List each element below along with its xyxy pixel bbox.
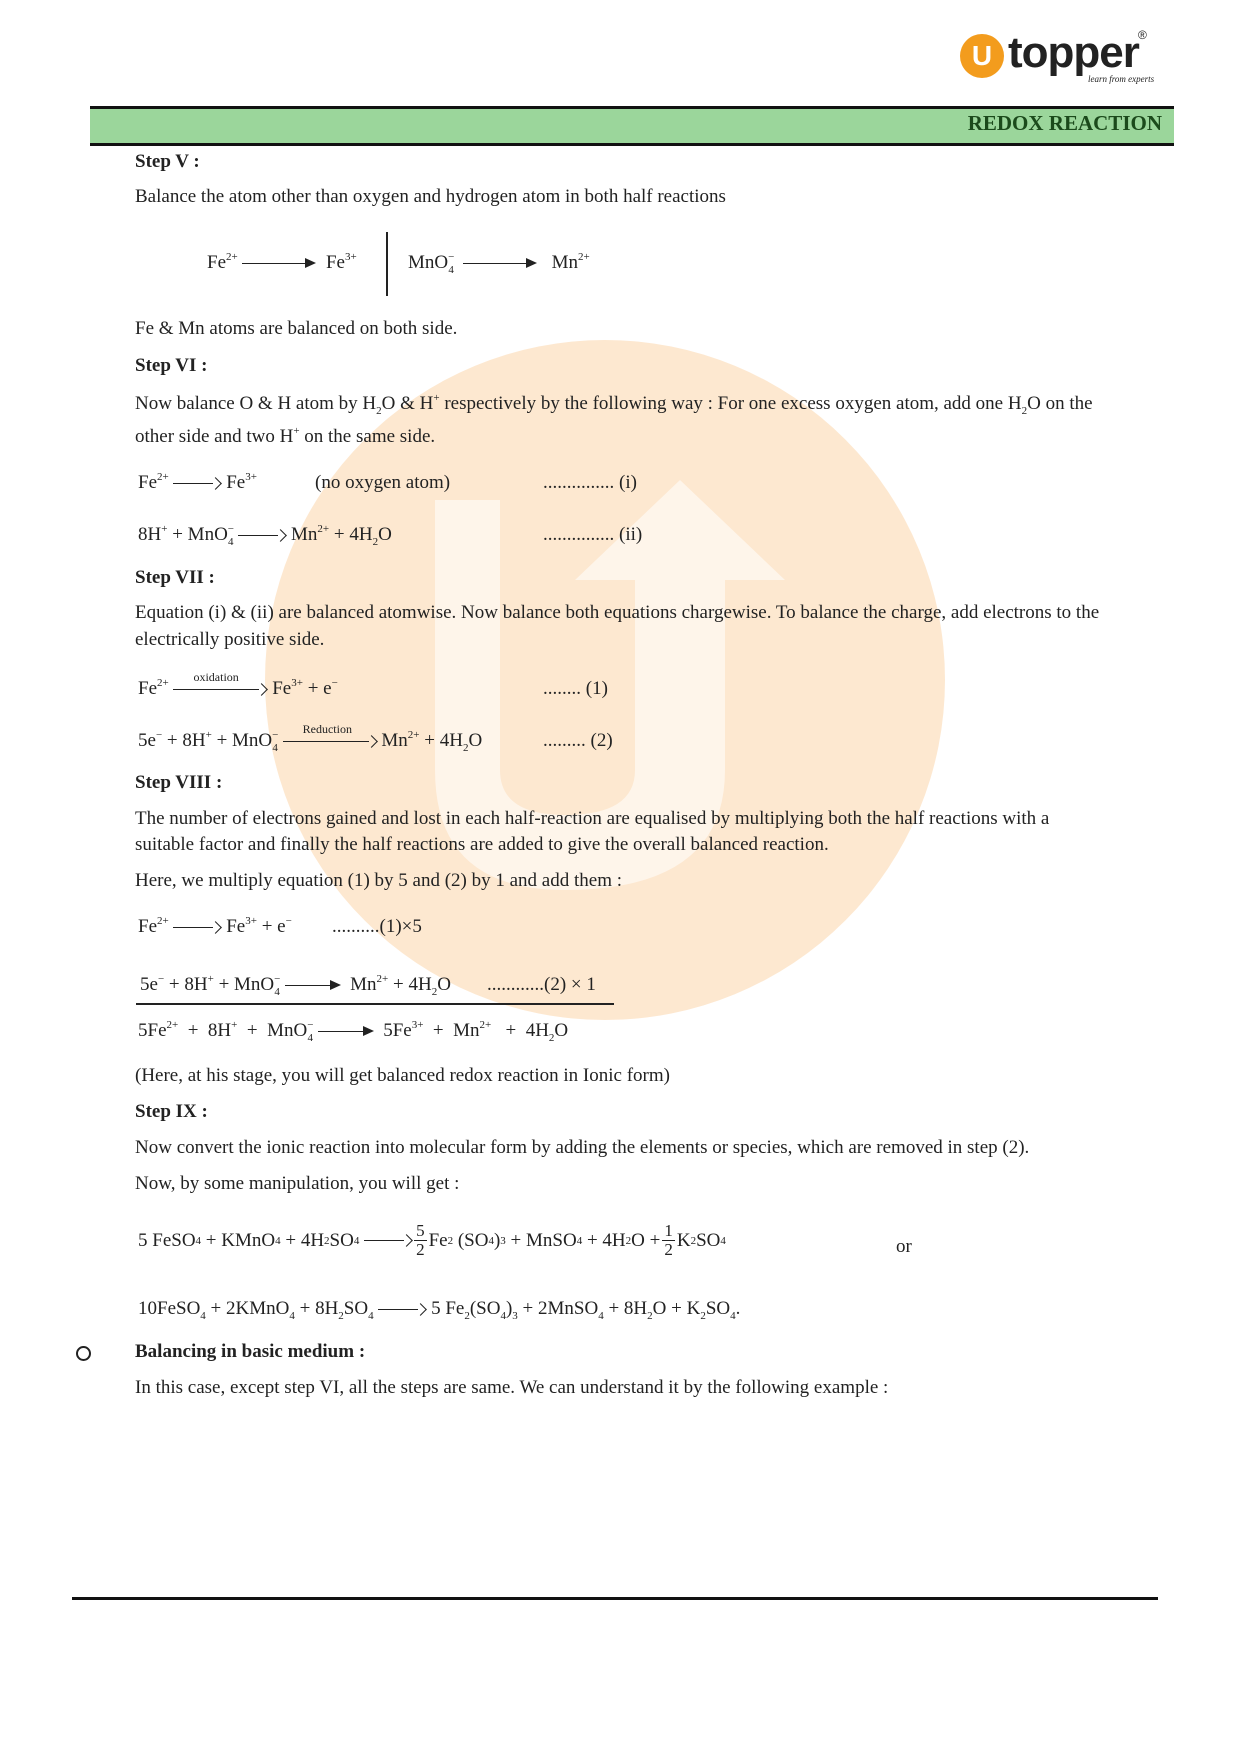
step6-eq2-ref: ............... (ii) <box>543 524 643 545</box>
step8-note: (Here, at his stage, you will get balanced redox reaction in Ionic form) <box>135 1065 670 1086</box>
oxidation-label: oxidation <box>193 669 239 684</box>
step6-eq1-note: (no oxygen atom) <box>315 472 451 493</box>
step5-title: Step V : <box>135 151 200 172</box>
sum-line <box>136 1003 614 1005</box>
step5-text: Balance the atom other than oxygen and hydrogen atom in both half reactions <box>135 186 726 207</box>
step6-eq1-ref: ............... (i) <box>543 472 637 493</box>
step8-line1: The number of electrons gained and lost in each half-reaction are equalised by multiplying both the half reactions with a <box>135 808 1050 829</box>
brand-logo <box>958 28 1158 90</box>
step7-eq1-ref: ........ (1) <box>543 678 608 699</box>
basic-title: Balancing in basic medium : <box>135 1341 366 1362</box>
header-title: REDOX REACTION <box>967 111 1162 135</box>
footer-rule <box>72 1597 1158 1600</box>
step7-eq2-ref: ......... (2) <box>543 730 613 751</box>
logo-wordmark: topper <box>1008 28 1139 77</box>
basic-text: In this case, except step VI, all the steps are same. We can understand it by the following example : <box>135 1377 889 1398</box>
step6-line2: other side and two H+ on the same side. <box>135 425 436 447</box>
step7-title: Step VII : <box>135 567 215 588</box>
step9-title: Step IX : <box>135 1101 208 1122</box>
step8-eq1: $Fe^{2+}$ $Fe^{3+} + e^-$ <box>138 915 292 937</box>
step9-eq1: 5 FeSO 4 + KMnO 4 + 4H 2 SO 4 $\frac{5}{2}$ Fe 2 (SO 4 ) 3 + MnSO 4 + 4H 2 O + $\frac{1}{2}$ K 2 SO 4 <box>138 1221 726 1259</box>
bullet-circle-icon <box>76 1346 91 1361</box>
step8-eq2: 5e− + 8H+ + MnO−$_4$ $Mn^{2+} + 4H_2O$ <box>140 973 451 998</box>
step8-eq-sum: $5Fe^{2+} + 8H^+ + MnO^-_4$ $5Fe^{3+} + Mn^{2+} + 4H_2O$ <box>138 1019 569 1044</box>
step7-eq2: 5e− + 8H+ + MnO−$_4$ Reduction $Mn^{2+} + 4H_2O$ <box>138 721 483 754</box>
step6-title: Step VI : <box>135 355 208 376</box>
step6-line1: Now balance O & H atom by $H_2O$ & H+ respectively by the following way : For one excess oxygen atom, add one $H_2O$ on the <box>135 392 1093 417</box>
step5-note: Fe & Mn atoms are balanced on both side. <box>135 318 458 339</box>
step8-eq1-ref: ..........(1)×5 <box>332 916 422 937</box>
logo-registered: ® <box>1138 28 1147 42</box>
step9-line2: Now, by some manipulation, you will get : <box>135 1173 460 1194</box>
or-label: or <box>896 1236 912 1257</box>
step7-line2: electrically positive side. <box>135 629 325 650</box>
step7-line1: Equation (i) & (ii) are balanced atomwise. Now balance both equations chargewise. To balance the charge, add electrons to the <box>135 602 1100 623</box>
step9-line1: Now convert the ionic reaction into molecular form by adding the elements or species, which are removed in step (2). <box>135 1137 1030 1158</box>
step8-eq2-ref: ............(2) × 1 <box>487 974 596 995</box>
step8-line3: Here, we multiply equation (1) by 5 and (2) by 1 and add them : <box>135 870 623 891</box>
step6-eq1: $Fe^{2+}$ $Fe^{3+}$ <box>138 471 257 493</box>
step6-eq2: 8H+ + MnO−$_4$ $Mn^{2+} + 4H_2O$ <box>138 523 392 548</box>
step8-title: Step VIII : <box>135 772 223 793</box>
logo-tagline: learn from experts <box>1088 74 1155 84</box>
step5-equation: $Fe^{2+}$ $Fe^{3+}$ <box>207 251 357 273</box>
step7-eq1: $Fe^{2+}$ oxidation $Fe^{3+} + e^-$ <box>138 669 338 699</box>
step9-eq2: 10FeSO$_4$ + 2KMnO$_4$ + $8H_2SO_4$ 5 $Fe_2(SO_4)_3$ + 2MnSO$_4$ + $8H_2O + K_2SO_4$. <box>138 1298 741 1322</box>
reduction-label: Reduction <box>302 721 352 736</box>
divider-line <box>386 232 388 296</box>
step8-line2: suitable factor and finally the half reactions are added to give the overall balanced reaction. <box>135 834 829 855</box>
step5-equation-2: MnO−$_4$ $Mn^{2+}$ <box>408 251 590 276</box>
logo-circle-icon: U <box>960 34 1004 78</box>
